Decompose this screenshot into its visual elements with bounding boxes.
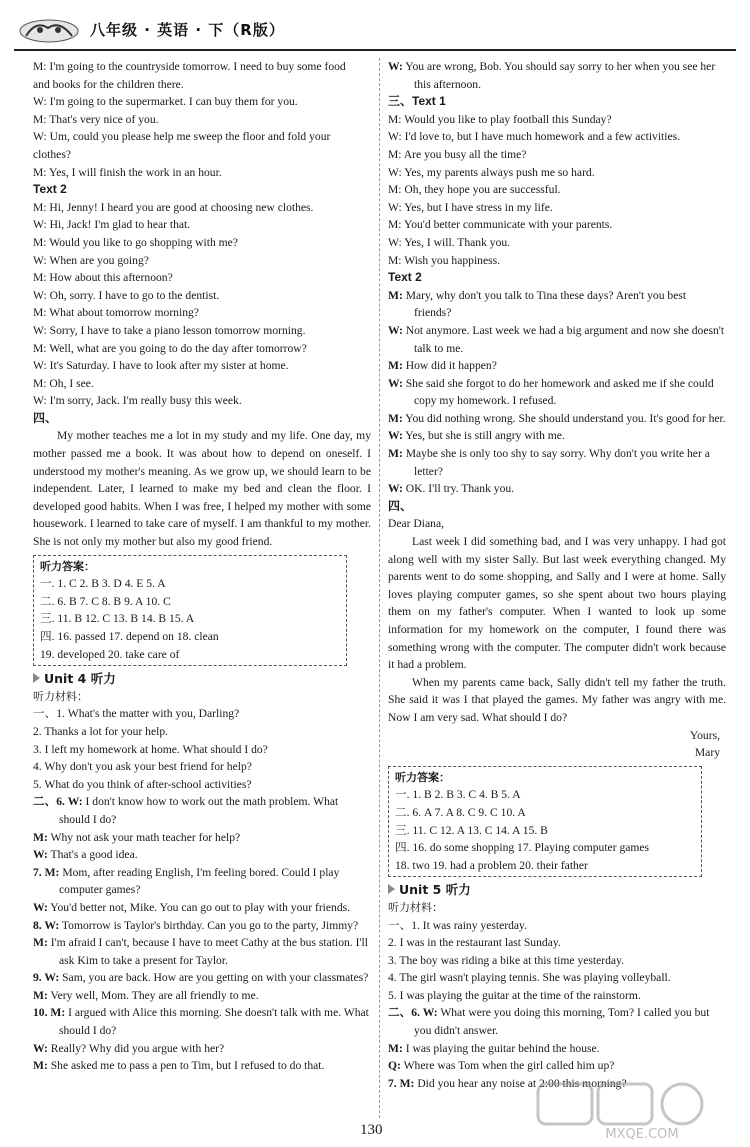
- letter-paragraph: When my parents came back, Sally didn't tell my father the truth. She said it was I that played the games. My father was angry with me. Now I am very sad. What should I do?: [388, 675, 726, 724]
- dialog-line: [33, 793, 371, 828]
- dialog-text: Maybe she is only too shy to say sorry. Why don't you write her a letter?: [405, 447, 710, 478]
- speaker-label: W:: [388, 482, 403, 496]
- question-line: 2. Thanks a lot for your help.: [33, 724, 169, 738]
- answer-line: 18. two 19. had a problem 20. their father: [395, 858, 588, 872]
- dialog-line: M: Would you like to go shopping with me?: [33, 235, 238, 249]
- letter-salutation: Dear Diana,: [388, 517, 445, 531]
- dialog-line: M: What about tomorrow morning?: [33, 306, 199, 320]
- dialog-line: [388, 410, 726, 428]
- dialog-text: What were you doing this morning, Tom? I called you but you didn't answer.: [414, 1006, 710, 1038]
- text2-heading: Text 2: [388, 270, 422, 285]
- dialog-text: Mom, after reading English, I'm feeling bored. Could I play computer games?: [59, 865, 340, 897]
- dialog-line: W: Um, could you please help me sweep the floor and fold your: [33, 130, 331, 144]
- dialog-line: clothes?: [33, 147, 71, 161]
- speaker-label: 7. M:: [388, 1076, 415, 1090]
- dialog-text: She asked me to pass a pen to Tim, but I refused to do that.: [50, 1059, 325, 1073]
- answer-line: 二. 6. B 7. C 8. B 9. A 10. C: [40, 594, 171, 608]
- dialog-line: [388, 1004, 726, 1039]
- dialog-line: M: Oh, they hope you are successful.: [388, 183, 561, 197]
- page-header: [14, 14, 736, 48]
- question-line: 一、1. It was rainy yesterday.: [388, 918, 527, 932]
- speaker-label: M:: [388, 359, 403, 373]
- dialog-text: I argued with Alice this morning. She doesn't talk with me. What should I do?: [59, 1006, 369, 1038]
- speaker-label: M:: [33, 830, 48, 844]
- arrow-icon: [33, 673, 40, 683]
- dialog-line: M: Oh, I see.: [33, 376, 94, 390]
- section4-heading: 四、: [388, 498, 413, 513]
- question-line: 3. The boy was riding a bike at this time yesterday.: [388, 953, 625, 967]
- book-logo-icon: [18, 16, 80, 44]
- speaker-label: M:: [388, 447, 403, 461]
- speaker-label: 10. M:: [33, 1006, 66, 1020]
- dialog-line: W: Yes, I will. Thank you.: [388, 235, 511, 249]
- watermark-text: MXQE.COM: [605, 1127, 679, 1142]
- dialog-line: W: Oh, sorry. I have to go to the dentist.: [33, 288, 220, 302]
- speaker-label: M:: [33, 988, 48, 1002]
- dialog-line: M: Are you busy all the time?: [388, 147, 527, 161]
- answer-box: [33, 555, 347, 667]
- question-line: 5. I was playing the guitar at the time of the rainstorm.: [388, 988, 641, 1002]
- dialog-text: Tomorrow is Taylor's birthday. Can you go to the party, Jimmy?: [61, 918, 359, 932]
- dialog-text: Sam, you are back. How are you getting on with your classmates?: [62, 971, 369, 985]
- text2-heading: Text 2: [33, 182, 67, 197]
- speaker-label: Q:: [388, 1059, 401, 1073]
- dialog-line: M: Hi, Jenny! I heard you are good at choosing new clothes.: [33, 200, 314, 214]
- dialog-line: M: I'm going to the countryside tomorrow. I need to buy some food: [33, 60, 346, 73]
- section3-heading: 三、Text 1: [388, 94, 446, 109]
- dialog-line: [33, 1057, 371, 1075]
- unit5-heading: Unit 5 听力: [388, 881, 726, 899]
- dialog-line: W: Yes, but I have stress in my life.: [388, 200, 553, 214]
- dialog-line: W: Sorry, I have to take a piano lesson tomorrow morning.: [33, 323, 306, 337]
- dialog-line: W: You are wrong, Bob. You should say sorry to her when you see her this afternoon.: [388, 60, 716, 91]
- dialog-line: M: You'd better communicate with your parents.: [388, 218, 613, 232]
- dialog-text: Where was Tom when the girl called him up?: [403, 1059, 615, 1073]
- dialog-line: W: I'd love to, but I have much homework and a few activities.: [388, 130, 681, 144]
- dialog-line: [388, 480, 726, 498]
- dialog-line: [388, 1057, 726, 1075]
- dialog-text: You did nothing wrong. She should understand you. It's good for her.: [405, 411, 726, 425]
- dialog-line: [388, 287, 726, 322]
- speaker-label: W:: [388, 323, 403, 337]
- dialog-line: [388, 1040, 726, 1058]
- dialog-line: [33, 969, 371, 987]
- page-number: 130: [360, 1122, 383, 1138]
- dialog-line: M: Yes, I will finish the work in an hour.: [33, 165, 222, 179]
- question-line: 3. I left my homework at home. What should I do?: [33, 742, 268, 756]
- dialog-text: Not anymore. Last week we had a big argument and now she doesn't talk to me.: [405, 323, 725, 355]
- dialog-line: [33, 1040, 371, 1058]
- speaker-label: 7. M:: [33, 865, 60, 879]
- dialog-text: I don't know how to work out the math problem. What should I do?: [59, 795, 339, 826]
- letter-paragraph: Last week I did something bad, and I was very unhappy. I had got along well with my sister Sally. But last week everything changed. My parents went to do some shopping, and Sally and I were at home. Sally loves playing computer games, so she spent about two hours playing them on my father's computer. When I wanted to look up some information for my homework on the computer, I found there was something wrong with the computer. The computer didn't work because it had a problem.: [388, 535, 726, 672]
- question-line: 2. I was in the restaurant last Sunday.: [388, 936, 561, 950]
- dialog-line: W: Hi, Jack! I'm glad to hear that.: [33, 218, 191, 232]
- letter-signature: Mary: [694, 746, 720, 760]
- dialog-line: [388, 427, 726, 445]
- dialog-text: She said she forgot to do her homework and asked me if she could copy my homework. I refused.: [405, 376, 714, 408]
- question-line: 5. What do you think of after-school activities?: [33, 777, 252, 791]
- speaker-label: W:: [388, 429, 403, 443]
- speaker-label: W:: [33, 1041, 48, 1055]
- dialog-line: [388, 375, 726, 410]
- answer-title: 听力答案：: [40, 559, 95, 573]
- speaker-label: 二、6. W:: [388, 1006, 438, 1020]
- question-line: 4. The girl wasn't playing tennis. She was playing volleyball.: [388, 971, 671, 985]
- materials-label: 听力材料：: [388, 900, 443, 914]
- dialog-line: M: Would you like to play football this Sunday?: [388, 112, 612, 126]
- dialog-text: That's a good idea.: [50, 848, 138, 862]
- answer-line: 三. 11. C 12. A 13. C 14. A 15. B: [395, 823, 548, 837]
- dialog-line: W: I'm going to the supermarket. I can buy them for you.: [33, 95, 298, 109]
- question-line: 一、1. What's the matter with you, Darling?: [33, 707, 240, 721]
- unit4-heading: Unit 4 听力: [33, 670, 371, 688]
- dialog-text: Mary, why don't you talk to Tina these days? Aren't you best friends?: [405, 288, 687, 320]
- dialog-line: [33, 899, 371, 917]
- dialog-line: W: I'm sorry, Jack. I'm really busy this week.: [33, 394, 242, 408]
- dialog-line: [388, 322, 726, 357]
- dialog-line: [33, 987, 371, 1005]
- dialog-line: M: Wish you happiness.: [388, 253, 501, 267]
- dialog-line: W: It's Saturday. I have to look after my sister at home.: [33, 359, 289, 373]
- dialog-line: W: Yes, my parents always push me so hard.: [388, 165, 595, 179]
- dialog-line: [33, 829, 371, 847]
- dialog-line: [388, 445, 726, 480]
- dialog-line: M: How about this afternoon?: [33, 271, 173, 285]
- question-list: [33, 705, 371, 793]
- dialog-line: and books for the children there.: [33, 77, 184, 91]
- materials-label: 听力材料：: [33, 689, 88, 703]
- watermark-logo: [532, 1078, 742, 1142]
- speaker-label: W:: [388, 376, 403, 390]
- text1-dialog: [33, 58, 371, 181]
- speaker-label: W:: [33, 900, 48, 914]
- dialog-text: Yes, but she is still angry with me.: [405, 429, 565, 443]
- dialog-line: M: That's very nice of you.: [33, 112, 159, 126]
- answer-line: 19. developed 20. take care of: [40, 647, 180, 661]
- answer-line: 四. 16. do some shopping 17. Playing computer games: [395, 841, 650, 855]
- dialog-line: M: Well, what are you going to do the day after tomorrow?: [33, 341, 307, 355]
- section4-passage: My mother teaches me a lot in my study and my life. One day, my mother passed me a book. It was about how to depend on oneself. I understood my mother's meaning. As we grow up, we should learn to be independent. Later, I learned to make my bed and clean the floor. I developed good habits. When I was free, I helped my mother with some housework. I learned to take care of myself. I am thankful to my mother. She is not only my mother but also my good friend.: [33, 429, 371, 549]
- dialog-text: Why not ask your math teacher for help?: [50, 830, 241, 844]
- column-divider: [379, 58, 380, 1118]
- speaker-label: M:: [388, 1041, 403, 1055]
- dialog-text: Very well, Mom. They are all friendly to me.: [50, 988, 259, 1002]
- book-title: 八年级 · 英语 · 下（R版）: [90, 21, 285, 39]
- dialog-list: [33, 793, 371, 1075]
- answer-title: 听力答案：: [395, 770, 450, 784]
- dialog-line: [388, 357, 726, 375]
- dialog-line: [33, 934, 371, 969]
- answer-line: 三. 11. B 12. C 13. B 14. B 15. A: [40, 612, 195, 626]
- speaker-label: 9. W:: [33, 971, 60, 985]
- section4-heading: 四、: [33, 410, 58, 425]
- answer-line: 一. 1. B 2. B 3. C 4. B 5. A: [395, 788, 521, 802]
- dialog-text: Did you hear any noise at 2:00 this morning?: [417, 1076, 627, 1090]
- answer-line: 二. 6. A 7. A 8. C 9. C 10. A: [395, 805, 526, 819]
- dialog-line: [33, 1004, 371, 1039]
- dialog-text: You'd better not, Mike. You can go out to play with your friends.: [50, 900, 351, 914]
- right-column: [388, 58, 726, 1092]
- dialog-line: W: When are you going?: [33, 253, 149, 267]
- arrow-icon: [388, 884, 395, 894]
- dialog-text: How did it happen?: [405, 359, 497, 373]
- dialog-text: I was playing the guitar behind the house.: [405, 1041, 600, 1055]
- speaker-label: 二、6. W:: [33, 795, 83, 809]
- dialog-line: [33, 917, 371, 935]
- letter-closing: Yours,: [689, 728, 720, 742]
- dialog-text: Really? Why did you argue with her?: [50, 1041, 225, 1055]
- speaker-label: M:: [33, 936, 48, 950]
- dialog-line: [33, 846, 371, 864]
- answer-line: 一. 1. C 2. B 3. D 4. E 5. A: [40, 577, 166, 591]
- dialog-text: I'm afraid I can't, because I have to meet Cathy at the bus station. I'll ask Kim to take a present for Taylor.: [50, 936, 368, 967]
- speaker-label: M:: [388, 288, 403, 302]
- speaker-label: 8. W:: [33, 918, 60, 932]
- header-rule: [14, 49, 736, 51]
- text1-dialog: [388, 111, 726, 269]
- question-line: 4. Why don't you ask your best friend for help?: [33, 760, 252, 774]
- dialog-text: OK. I'll try. Thank you.: [405, 482, 515, 496]
- question-list: [388, 917, 726, 1005]
- answer-line: 四. 16. passed 17. depend on 18. clean: [40, 630, 219, 643]
- speaker-label: M:: [33, 1059, 48, 1073]
- text2-dialog: [388, 287, 726, 498]
- speaker-label: W:: [33, 848, 48, 862]
- answer-box: [388, 766, 702, 878]
- speaker-label: M:: [388, 411, 403, 425]
- left-column: [33, 58, 371, 1075]
- text2-dialog: [33, 199, 371, 410]
- dialog-line: [33, 864, 371, 899]
